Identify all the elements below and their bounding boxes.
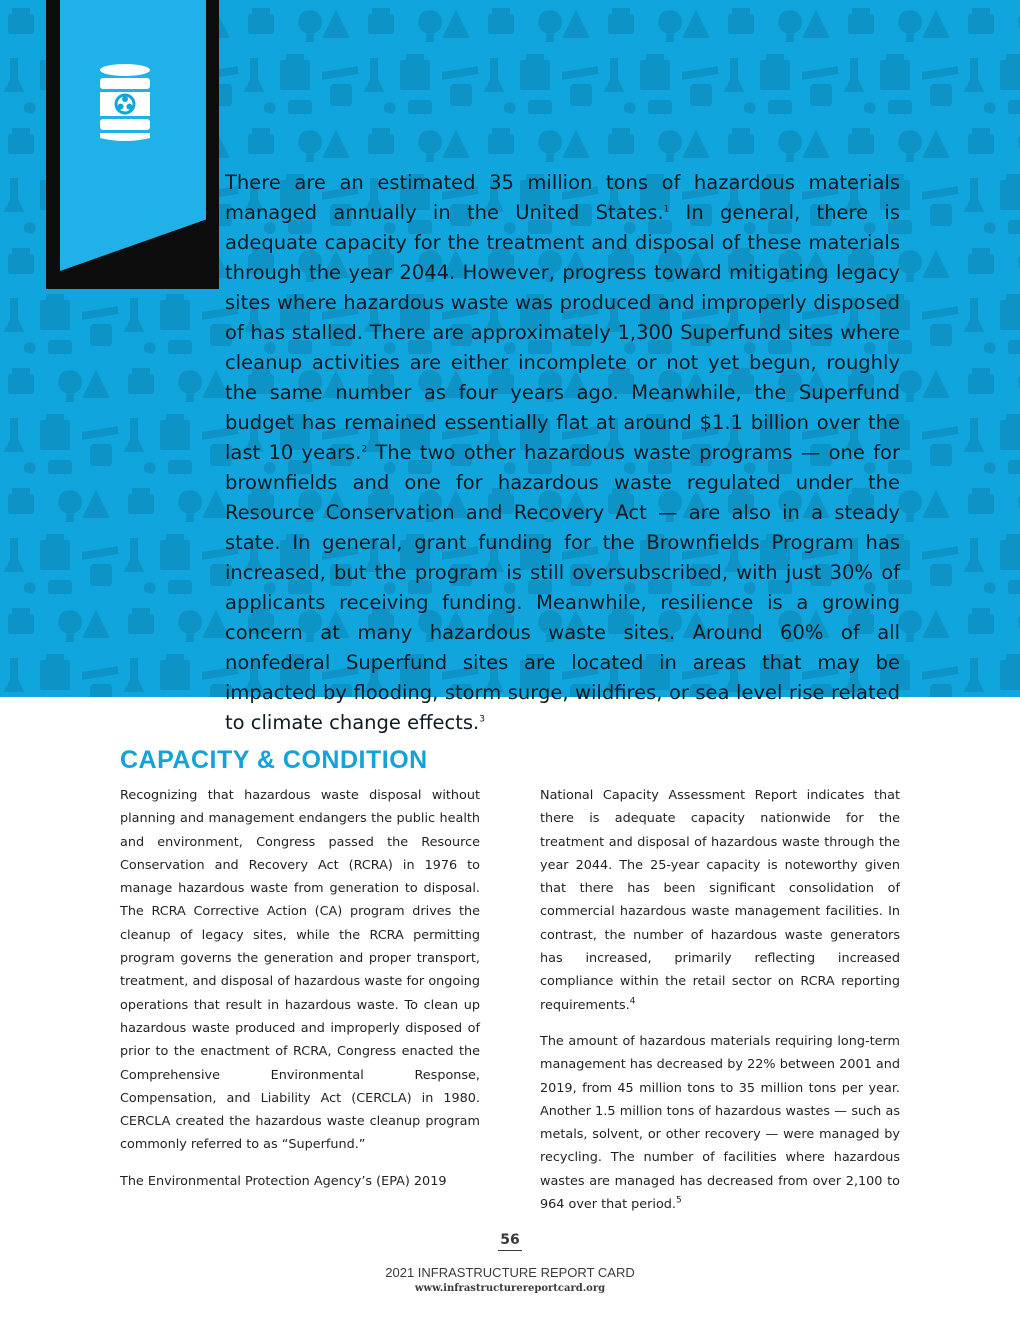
right-paragraph-1-text: National Capacity Assessment Report indicates that there is adequate capacity nationwide for the treatment and disposal of hazardous waste through the year 2044. The 25-year capacity is noteworthy given that there has been significant consolidation of commercial hazardous waste management facilities. In contrast, the number of hazardous waste generators has increased, primarily reflecting increased compliance within the retail sector on RCRA reporting requirements.: [540, 788, 900, 1013]
section-title: CAPACITY & CONDITION: [120, 746, 428, 774]
intro-text-part3: The two other hazardous waste programs — one for brownfields and one for hazardous waste regulated under the Resource Conservation and Recovery Act — are also in a steady state. In general, grant funding for the Brownfields Program has increased, but the program is still oversubscribed, with just 30% of applicants receiving funding. Meanwhile, resilience is a growing concern at many hazardous waste sites. Around 60% of all nonfederal Superfund sites are located in areas that may be impacted by flooding, storm surge, wildfires, or sea level rise related to climate change effects.: [225, 441, 900, 734]
hazardous-waste-barrel-icon: [97, 62, 153, 144]
page-number: [0, 1229, 1020, 1251]
intro-text-part1: There are an estimated 35 million tons of hazardous materials managed annually in the United States.: [225, 171, 900, 224]
footnote-ref-5: 5: [676, 1195, 682, 1206]
left-column: [120, 784, 480, 1206]
right-paragraph-1: [540, 784, 900, 1017]
footnote-ref-2: 2: [361, 444, 368, 455]
right-column: [540, 784, 900, 1229]
right-paragraph-2: [540, 1030, 900, 1216]
footnote-ref-3: 3: [479, 714, 485, 725]
footnote-ref-1: 1: [663, 204, 670, 215]
intro-paragraph: [225, 168, 900, 738]
intro-text-part2: In general, there is adequate capacity for the treatment and disposal of these materials through the year 2044. However, progress toward mitigating legacy sites where hazardous waste was produced and improperly disposed of has stalled. There are approximately 1,300 Superfund sites where cleanup activities are either incomplete or not yet begun, roughly the same number as four years ago. Meanwhile, the Superfund budget has remained essentially flat at around $1.1 billion over the last 10 years.: [225, 201, 900, 464]
footer-url-link[interactable]: www.infrastructurereportcard.org: [414, 1283, 606, 1294]
right-paragraph-2-text: The amount of hazardous materials requiring long-term management has decreased by 22% between 2001 and 2019, from 45 million tons to 35 million tons per year. Another 1.5 million tons of hazardous wastes — such as metals, solvent, or other recovery — were managed by recycling. The number of facilities where hazardous wastes are managed has decreased from over 2,100 to 964 over that period.: [540, 1033, 900, 1213]
footer-title: 2021 INFRASTRUCTURE REPORT CARD: [385, 1265, 635, 1280]
left-paragraph-2: The Environmental Protection Agency’s (EPA) 2019: [120, 1173, 447, 1189]
left-paragraph-1: Recognizing that hazardous waste disposal without planning and management endangers the public health and environment, Congress passed the Resource Conservation and Recovery Act (RCRA) in 1976 to manage hazardous waste from generation to disposal. The RCRA Corrective Action (CA) program drives the cleanup of legacy sites, while the RCRA permitting program governs the generation and proper transport, treatment, and disposal of hazardous waste for ongoing operations that result in hazardous waste. To clean up hazardous waste produced and improperly disposed of prior to the enactment of RCRA, Congress enacted the Comprehensive Environmental Response, Compensation, and Liability Act (CERCLA) in 1980. CERCLA created the hazardous waste cleanup program commonly referred to as “Superfund.”: [120, 788, 480, 1153]
footnote-ref-4: 4: [629, 996, 636, 1007]
page-number-value: 56: [498, 1232, 521, 1251]
